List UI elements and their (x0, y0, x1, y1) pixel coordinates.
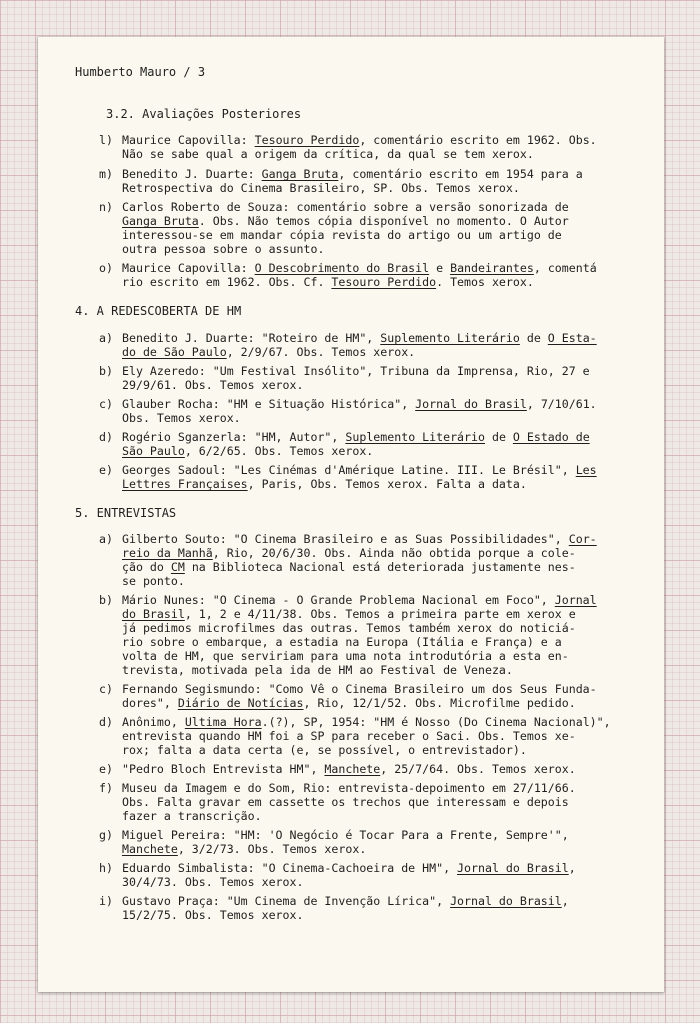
item-marker: d) (99, 430, 113, 444)
item-line: fazer a transcrição. (122, 809, 262, 823)
item-line: interessou-se em mandar cópia revista do artigo ou um artigo de (122, 228, 562, 242)
item-line: Manchete, 3/2/73. Obs. Temos xerox. (122, 842, 367, 856)
section-title-5: 5. ENTREVISTAS (75, 506, 177, 520)
item-line: Benedito J. Duarte: Ganga Bruta, comentário escrito em 1954 para a (122, 167, 583, 181)
item-marker: b) (99, 364, 113, 378)
item-line: Obs. Falta gravar em cassette os trechos que interessam e depois (122, 795, 569, 809)
item-line: trevista, motivada pela ida de HM ao Festival de Veneza. (122, 663, 513, 677)
item-line: reio da Manhã, Rio, 20/6/30. Obs. Ainda não obtida porque a cole- (122, 546, 576, 560)
item-line: Anônimo, Ultima Hora.(?), SP, 1954: "HM é Nosso (Do Cinema Nacional)", (122, 715, 611, 729)
item-marker: e) (99, 463, 113, 477)
item-line: Eduardo Simbalista: "O Cinema-Cachoeira de HM", Jornal do Brasil, (122, 861, 576, 875)
item-line: entrevista quando HM foi a SP para receber o Saci. Obs. Temos xe- (122, 729, 576, 743)
item-line: Maurice Capovilla: Tesouro Perdido, comentário escrito em 1962. Obs. (122, 133, 597, 147)
item-line: Gilberto Souto: "O Cinema Brasileiro e as Suas Possibilidades", Cor- (122, 532, 597, 546)
item-line: rox; falta a data certa (e, se possível, o entrevistador). (122, 743, 527, 757)
item-marker: a) (99, 532, 113, 546)
item-marker: n) (99, 200, 113, 214)
item-marker: e) (99, 762, 113, 776)
item-marker: i) (99, 894, 113, 908)
item-line: do Brasil, 1, 2 e 4/11/38. Obs. Temos a primeira parte em xerox e (122, 607, 576, 621)
item-marker: l) (99, 133, 113, 147)
item-line: 15/2/75. Obs. Temos xerox. (122, 908, 304, 922)
item-line: Não se sabe qual a origem da crítica, da qual se tem xerox. (122, 147, 534, 161)
item-line: dores", Diário de Notícias, Rio, 12/1/52. Obs. Microfilme pedido. (122, 696, 576, 710)
item-line: Georges Sadoul: "Les Cinémas d'Amérique Latine. III. Le Brésil", Les (122, 463, 597, 477)
item-line: rio sobre o embarque, a estadia na Europa (Itália e França) e a (122, 635, 562, 649)
item-line: ção do CM na Biblioteca Nacional está deteriorada justamente nes- (122, 560, 576, 574)
item-line: Miguel Pereira: "HM: 'O Negócio é Tocar Para a Frente, Sempre'", (122, 828, 569, 842)
item-line: Carlos Roberto de Souza: comentário sobre a versão sonorizada de (122, 200, 569, 214)
item-line: 29/9/61. Obs. Temos xerox. (122, 378, 304, 392)
item-marker: o) (99, 261, 113, 275)
item-line: já pedimos microfilmes das outras. Temos também xerox do noticiá- (122, 621, 576, 635)
item-marker: h) (99, 861, 113, 875)
item-line: do de São Paulo, 2/9/67. Obs. Temos xerox. (122, 345, 416, 359)
item-marker: f) (99, 781, 113, 795)
item-line: se ponto. (122, 574, 185, 588)
item-marker: g) (99, 828, 113, 842)
item-line: Ganga Bruta. Obs. Não temos cópia disponível no momento. O Autor (122, 214, 569, 228)
section-title-3-2: 3.2. Avaliações Posteriores (106, 107, 302, 121)
item-line: "Pedro Bloch Entrevista HM", Manchete, 25/7/64. Obs. Temos xerox. (122, 762, 576, 776)
item-line: outra pessoa sobre o assunto. (122, 242, 325, 256)
item-line: rio escrito em 1962. Obs. Cf. Tesouro Perdido. Temos xerox. (122, 275, 534, 289)
section-title-4: 4. A REDESCOBERTA DE HM (75, 304, 242, 318)
document-page (38, 37, 664, 992)
item-line: Fernando Segismundo: "Como Vê o Cinema Brasileiro um dos Seus Funda- (122, 682, 597, 696)
item-line: Obs. Temos xerox. (122, 411, 241, 425)
item-marker: b) (99, 593, 113, 607)
item-line: Glauber Rocha: "HM e Situação Histórica", Jornal do Brasil, 7/10/61. (122, 397, 597, 411)
item-line: Gustavo Praça: "Um Cinema de Invenção Lírica", Jornal do Brasil, (122, 894, 569, 908)
item-line: Mário Nunes: "O Cinema - O Grande Problema Nacional em Foco", Jornal (122, 593, 597, 607)
item-line: Museu da Imagem e do Som, Rio: entrevista-depoimento em 27/11/66. (122, 781, 576, 795)
item-line: Ely Azeredo: "Um Festival Insólito", Tribuna da Imprensa, Rio, 27 e (122, 364, 590, 378)
item-line: volta de HM, que serviriam para uma nota introdutória a esta en- (122, 649, 569, 663)
item-marker: c) (99, 397, 113, 411)
item-line: 30/4/73. Obs. Temos xerox. (122, 875, 304, 889)
item-line: Maurice Capovilla: O Descobrimento do Brasil e Bandeirantes, comentá (122, 261, 597, 275)
item-line: Lettres Françaises, Paris, Obs. Temos xerox. Falta a data. (122, 477, 527, 491)
item-marker: a) (99, 331, 113, 345)
item-line: Retrospectiva do Cinema Brasileiro, SP. Obs. Temos xerox. (122, 181, 520, 195)
item-line: São Paulo, 6/2/65. Obs. Temos xerox. (122, 444, 374, 458)
item-line: Benedito J. Duarte: "Roteiro de HM", Suplemento Literário de O Esta- (122, 331, 597, 345)
page-header: Humberto Mauro / 3 (75, 65, 206, 79)
item-marker: d) (99, 715, 113, 729)
item-line: Rogério Sganzerla: "HM, Autor", Suplemento Literário de O Estado de (122, 430, 590, 444)
item-marker: m) (99, 167, 113, 181)
item-marker: c) (99, 682, 113, 696)
